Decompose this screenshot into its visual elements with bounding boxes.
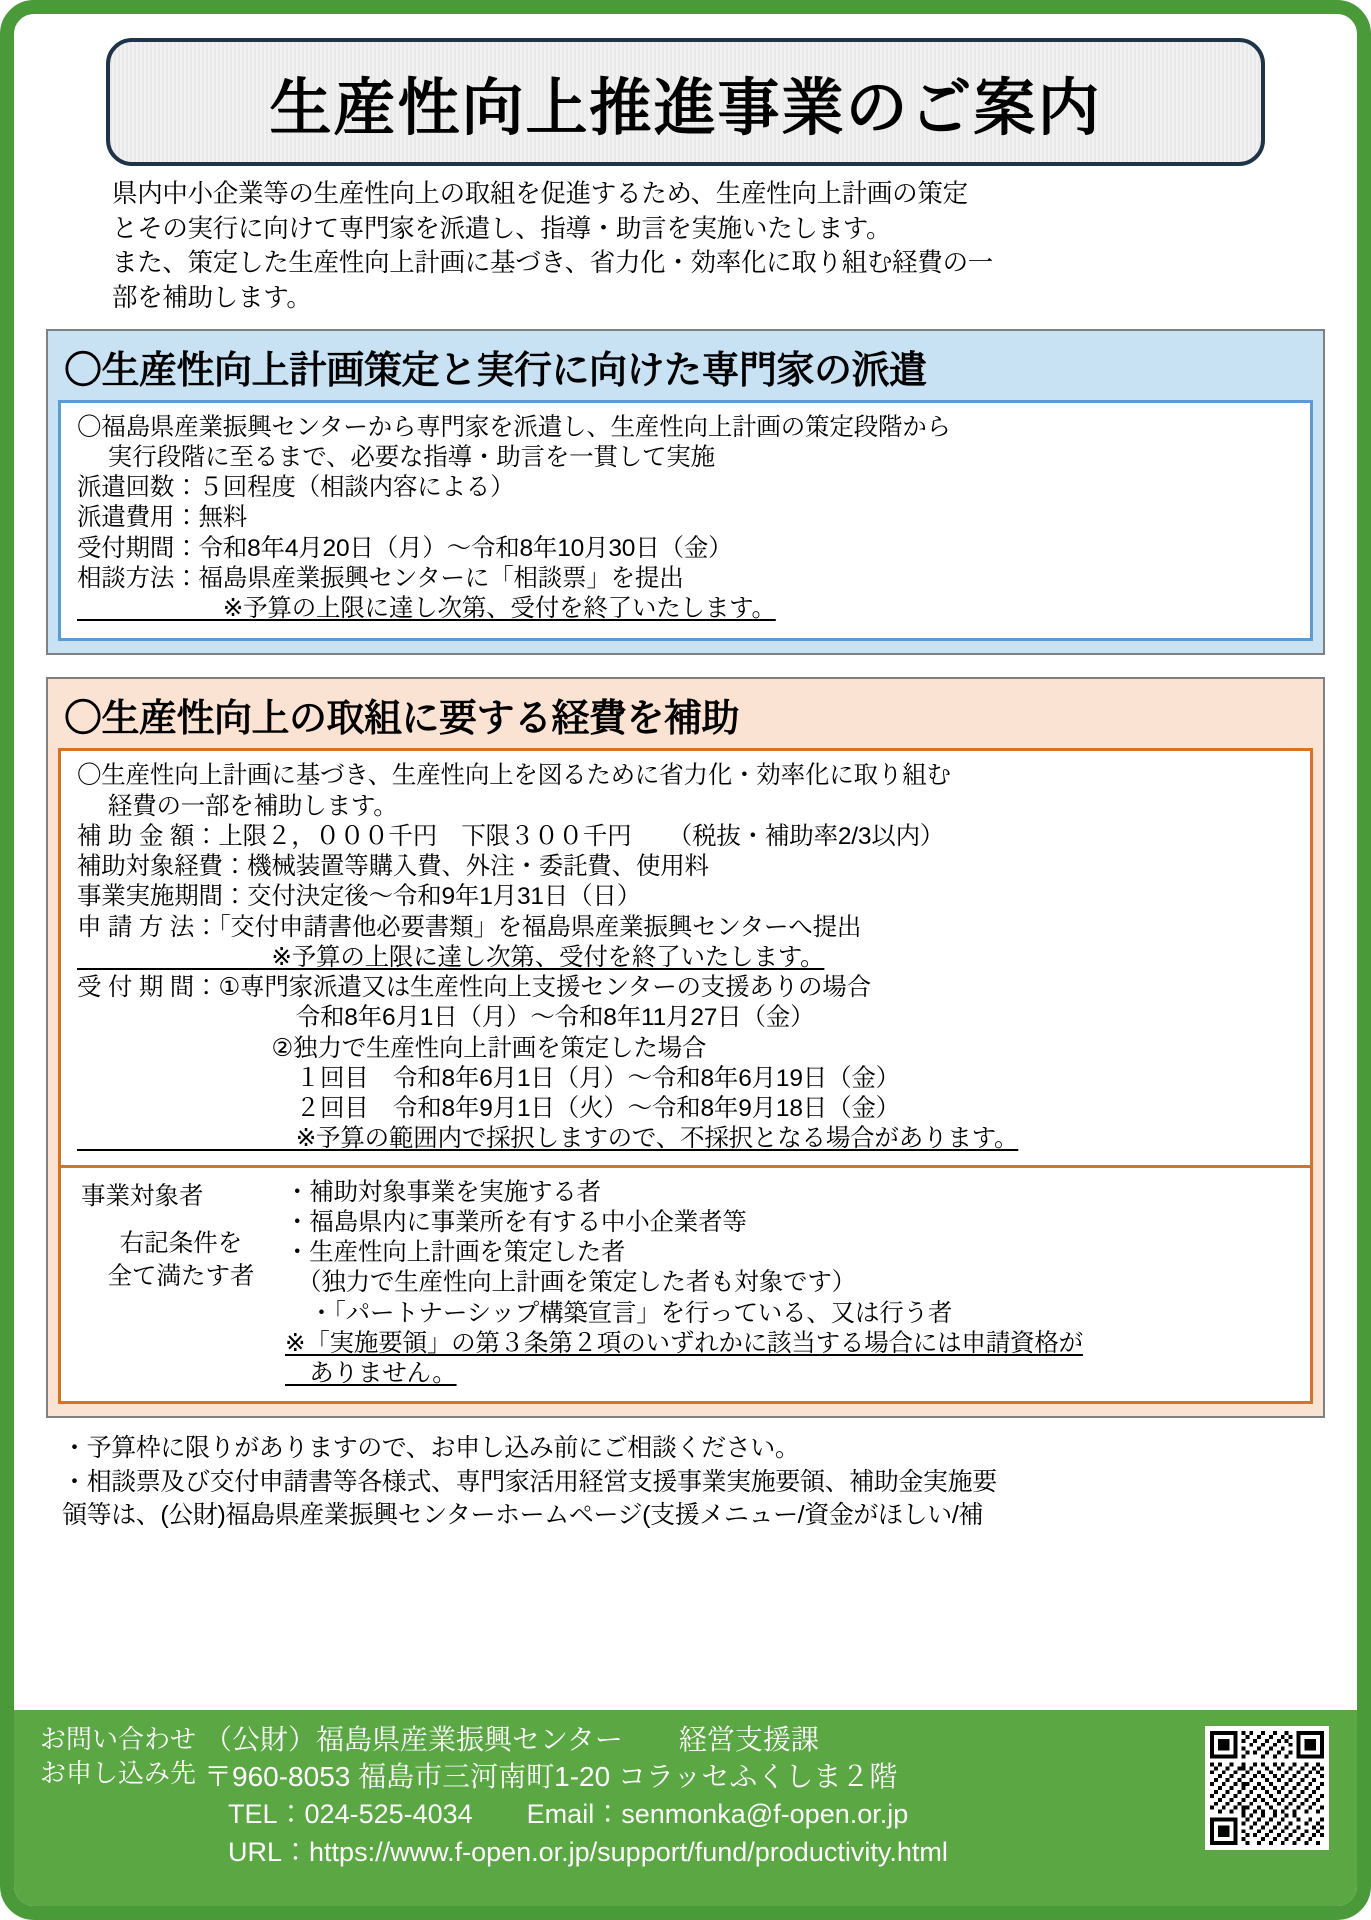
subsidy-line-1: 〇生産性向上計画に基づき、生産性向上を図るために省力化・効率化に取り組む: [77, 762, 951, 790]
poster-inner: [14, 14, 1357, 1906]
section-expert-dispatch: [46, 329, 1325, 656]
footer-label-apply: お申し込み先: [40, 1758, 197, 1789]
subsidy-line-2: 経費の一部を補助します。: [77, 792, 398, 820]
intro-line-4: 部を補助します。: [112, 283, 312, 312]
footer-labels: [40, 1722, 204, 1791]
dispatch-period: 受付期間：令和8年4月20日（月）～令和8年10月30日（金）: [77, 534, 733, 562]
subsidy-period-line-1: 受 付 期 間：①専門家派遣又は生産性向上支援センターの支援ありの場合: [77, 974, 871, 1001]
eligible-item-1: ・補助対象事業を実施する者: [285, 1178, 601, 1206]
subsidy-selection-note-text: ※予算の範囲内で採択しますので、不採択となる場合があります。: [77, 1125, 1019, 1153]
bottom-notes: [62, 1432, 1317, 1532]
eligible-label-line-1: 事業対象者: [81, 1182, 204, 1210]
eligible-disqualify-note-text-2: ありません。: [285, 1360, 457, 1387]
note-line-2: ・相談票及び交付申請書等各様式、専門家活用経営支援事業実施要領、補助金実施要: [62, 1467, 997, 1496]
eligible-disqualify-note-1: [285, 1329, 1298, 1359]
dispatch-line-2: 実行段階に至るまで、必要な指導・助言を一貫して実施: [77, 443, 715, 471]
section-subsidy-body: [58, 748, 1313, 1167]
footer-details: [204, 1722, 1331, 1872]
intro-paragraph: [112, 178, 1291, 315]
subsidy-period-line-5: ２回目 令和8年9月1日（火）～令和8年9月18日（金）: [77, 1095, 900, 1122]
subsidy-budget-note-text: ※予算の上限に達し次第、受付を終了いたします。: [77, 943, 825, 971]
eligible-item-2: ・福島県内に事業所を有する中小企業者等: [285, 1208, 747, 1236]
footer-address: 〒960-8053 福島市三河南町1-20 コラッセふくしま２階: [204, 1761, 898, 1793]
contact-footer: [14, 1710, 1357, 1906]
intro-line-2: とその実行に向けて専門家を派遣し、指導・助言を実施いたします。: [112, 214, 892, 243]
intro-line-1: 県内中小企業等の生産性向上の取組を促進するため、生産性向上計画の策定: [112, 180, 968, 208]
subsidy-period-line-4: １回目 令和8年6月1日（月）～令和8年6月19日（金）: [77, 1064, 900, 1092]
subsidy-period-line-3: ②独力で生産性向上計画を策定した場合: [77, 1034, 707, 1062]
dispatch-line-1: 〇福島県産業振興センターから専門家を派遣し、生産性向上計画の策定段階から: [77, 413, 951, 441]
subsidy-project-period: 事業実施期間：交付決定後～令和9年1月31日（日）: [77, 883, 642, 911]
eligible-label-line-3: 全て満たす者: [107, 1263, 255, 1291]
dispatch-budget-note-text: ※予算の上限に達し次第、受付を終了いたします。: [77, 595, 776, 622]
section-dispatch-heading: 〇生産性向上計画策定と実行に向けた専門家の派遣: [64, 349, 927, 392]
dispatch-cost: 派遣費用：無料: [77, 504, 248, 532]
qr-code[interactable]: [1205, 1726, 1329, 1850]
eligible-disqualify-note-2: [285, 1359, 1298, 1389]
dispatch-budget-note: [77, 594, 1298, 624]
section-dispatch-body: [58, 400, 1313, 642]
intro-line-3: また、策定した生産性向上計画に基づき、省力化・効率化に取り組む経費の一: [112, 249, 993, 278]
subsidy-budget-note: [77, 943, 1298, 973]
section-subsidy-heading: 〇生産性向上の取組に要する経費を補助: [64, 698, 740, 741]
qr-code-icon: [1210, 1731, 1324, 1845]
footer-row: [40, 1722, 1331, 1872]
footer-label-inquiry: お問い合わせ: [40, 1724, 197, 1754]
section-subsidy: [46, 677, 1325, 1418]
subsidy-application-method: 申 請 方 法：「交付申請書他必要書類」を福島県産業振興センターへ提出: [77, 913, 862, 941]
eligible-disqualify-note-text-1: ※「実施要領」の第３条第２項のいずれかに該当する場合には申請資格が: [285, 1329, 1083, 1357]
eligible-items-cell: [285, 1178, 1298, 1390]
eligible-item-3: ・生産性向上計画を策定した者: [285, 1239, 626, 1266]
title-banner: [106, 38, 1265, 166]
page-title: 生産性向上推進事業のご案内: [269, 73, 1102, 143]
footer-organization: （公財）福島県産業振興センター 経営支援課: [204, 1724, 819, 1755]
eligible-table: [77, 1178, 1298, 1390]
eligible-label-spacer: [77, 1213, 285, 1227]
eligible-item-5: ・「パートナーシップ構築宣言」を行っている、又は行う者: [285, 1299, 953, 1327]
subsidy-selection-note: [77, 1124, 1298, 1154]
eligible-label-cell: [77, 1178, 285, 1294]
subsidy-period-line-2: 令和8年6月1日（月）～令和8年11月27日（金）: [77, 1004, 815, 1032]
note-line-1: ・予算枠に限りがありますので、お申し込み前にご相談ください。: [62, 1434, 800, 1463]
eligible-label-line-2: 右記条件を: [119, 1229, 243, 1257]
eligible-applicants-box: [58, 1168, 1313, 1405]
dispatch-method: 相談方法：福島県産業振興センターに「相談票」を提出: [77, 564, 684, 592]
subsidy-eligible-expenses: 補助対象経費：機械装置等購入費、外注・委託費、使用料: [77, 853, 709, 880]
eligible-item-4: （独力で生産性向上計画を策定した者も対象です）: [285, 1269, 856, 1297]
note-line-3: 領等は、(公財)福島県産業振興センターホームページ(支援メニュー/資金がほしい/補: [62, 1501, 983, 1530]
dispatch-count: 派遣回数：５回程度（相談内容による）: [77, 474, 515, 501]
footer-tel-email[interactable]: TEL：024-525-4034 Email：senmonka@f-open.or.jp: [228, 1799, 909, 1830]
footer-url[interactable]: URL：https://www.f-open.or.jp/support/fund/productivity.html: [228, 1836, 948, 1867]
subsidy-amount: 補 助 金 額：上限２，０００千円 下限３００千円 （税抜・補助率2/3以内）: [77, 822, 945, 850]
